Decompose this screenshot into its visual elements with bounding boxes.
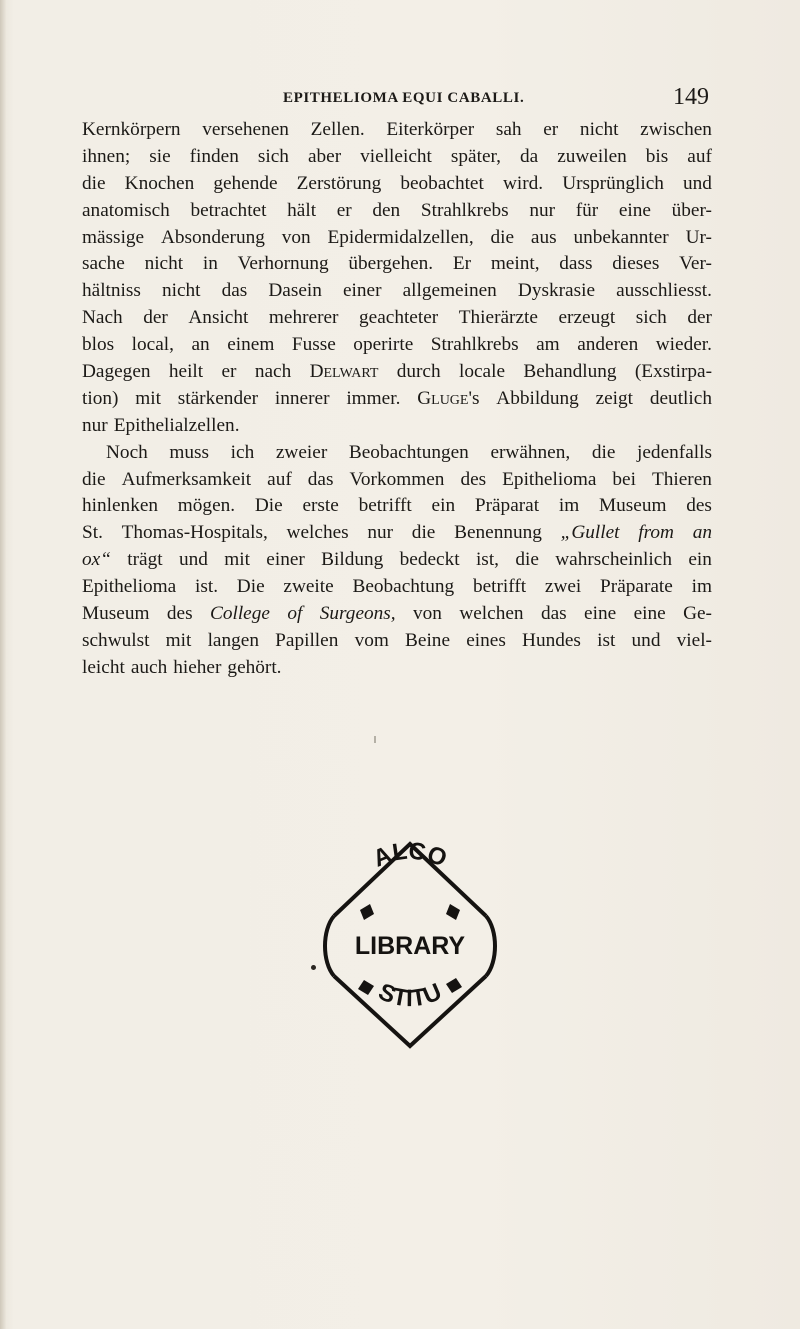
word: auf: [687, 145, 712, 167]
word: anatomisch: [82, 199, 170, 221]
word: das: [307, 468, 334, 490]
word: einer: [342, 280, 382, 302]
text-line: [82, 628, 712, 655]
word: die: [411, 522, 436, 544]
word: später,: [450, 145, 501, 167]
word: Präparat: [474, 495, 540, 517]
word: erzeugt: [558, 307, 616, 329]
word: die: [591, 441, 616, 463]
word: den: [372, 199, 401, 221]
word: tion): [82, 387, 119, 409]
word: Eiterkörper: [386, 119, 475, 140]
word: eine: [584, 603, 617, 625]
word: über-: [671, 199, 712, 221]
word: in: [202, 253, 218, 275]
word: der: [143, 307, 168, 329]
word: vom: [354, 629, 389, 651]
word: Thierärzte: [458, 307, 538, 329]
word: ein: [431, 495, 456, 517]
word: jedenfalls: [637, 441, 712, 463]
word: im: [691, 576, 712, 598]
word: Gluge's: [417, 387, 480, 409]
running-title: EPITHELIOMA EQUI CABALLI.: [283, 90, 525, 106]
word: langen: [207, 629, 259, 651]
word: mässige: [82, 226, 145, 248]
word: stärkender: [177, 387, 259, 409]
word: sie: [149, 145, 171, 167]
word: allgemeinen: [402, 280, 497, 302]
word: sich: [635, 307, 667, 329]
word: Er: [452, 253, 472, 275]
word: unbekannter: [573, 226, 669, 248]
word: finden: [189, 145, 239, 167]
word: hinlenken: [82, 495, 159, 517]
word: anderen: [577, 334, 639, 356]
word: der: [687, 307, 712, 329]
text-line: [82, 520, 712, 547]
word: von: [281, 226, 311, 248]
word: leicht: [82, 656, 125, 678]
word: mehrerer: [268, 307, 339, 329]
text-line: [82, 547, 712, 574]
word: Strahlkrebs: [430, 334, 519, 356]
word: Dyskrasie: [517, 280, 595, 302]
word: Die: [236, 576, 265, 598]
word: St.: [82, 522, 103, 544]
word: Ansicht: [188, 307, 249, 329]
word: welches: [286, 522, 349, 544]
word: zweier: [275, 441, 328, 463]
stamp-center-text: LIBRARY: [354, 932, 466, 960]
word: ist.: [195, 576, 219, 598]
word: das: [540, 603, 567, 625]
word: Strahlkrebs: [420, 199, 509, 221]
word: des: [686, 495, 712, 517]
word: Abbildung: [496, 387, 579, 409]
word: Beobachtungen: [348, 441, 469, 463]
word: Epithelioma: [502, 468, 597, 490]
word: zwei: [544, 576, 582, 598]
text-line: [82, 225, 712, 252]
word: schwulst: [82, 629, 150, 651]
word: einem: [227, 334, 275, 356]
word: Verhornung: [237, 253, 329, 275]
word: und: [178, 549, 208, 571]
word: Fusse: [291, 334, 336, 356]
word: Nach: [82, 307, 123, 329]
word: ist: [597, 629, 616, 651]
word: ich: [230, 441, 255, 463]
paragraph: [82, 117, 712, 440]
word: versehenen: [202, 119, 289, 140]
word: von: [413, 603, 442, 625]
word: im: [558, 495, 580, 517]
word: blos: [82, 334, 115, 356]
word: wieder.: [655, 334, 712, 356]
text-line: [82, 574, 712, 601]
text-line: [82, 144, 712, 171]
stamp-top-text: ALCO: [369, 837, 451, 873]
word: ihnen;: [82, 145, 131, 167]
word: aus: [530, 226, 557, 248]
word: trägt: [127, 549, 163, 571]
word: Papillen: [275, 629, 339, 651]
word: College: [209, 603, 270, 625]
word: sache: [82, 253, 125, 275]
page-binding-edge: [0, 0, 6, 1329]
word: nur: [367, 522, 394, 544]
word: Vorkommen: [349, 468, 445, 490]
word: an: [191, 334, 210, 356]
word: nicht: [579, 119, 619, 140]
page-number: 149: [673, 84, 709, 110]
word: die: [82, 172, 106, 194]
word: zuweilen: [557, 145, 627, 167]
word: Dasein: [268, 280, 322, 302]
word: Ur-: [685, 226, 712, 248]
body-text: [82, 117, 712, 682]
word: from: [638, 522, 674, 544]
word: immer.: [346, 387, 401, 409]
word: Benennung: [454, 522, 542, 544]
word: mit: [224, 549, 250, 571]
word: Die: [254, 495, 283, 517]
word: Behandlung: [523, 361, 617, 383]
word: heilt: [168, 361, 204, 383]
word: viel-: [676, 629, 712, 651]
word: nach: [254, 361, 292, 383]
word: mit: [135, 387, 161, 409]
word: die: [490, 226, 515, 248]
word: gehört.: [227, 656, 282, 678]
word: auf: [267, 468, 292, 490]
word: Beobachtung: [352, 576, 455, 598]
library-stamp: [304, 830, 516, 1052]
word: vielleicht: [360, 145, 432, 167]
word: „Gullet: [560, 522, 620, 544]
word: Museum: [598, 495, 667, 517]
word: aber: [307, 145, 342, 167]
word: er: [221, 361, 237, 383]
text-line: [82, 601, 712, 628]
text-line: [82, 413, 712, 440]
word: wahrscheinlich: [555, 549, 672, 571]
word: für: [575, 199, 599, 221]
word: Epithelioma: [82, 576, 177, 598]
word: hältniss: [82, 280, 141, 302]
word: erwähnen,: [490, 441, 571, 463]
word: beobachtet: [400, 172, 484, 194]
word: Aufmerksamkeit: [121, 468, 252, 490]
word: nicht: [161, 280, 201, 302]
word: nur: [529, 199, 556, 221]
word: nur: [82, 414, 108, 436]
word: betrifft: [472, 576, 527, 598]
word: zeigt: [595, 387, 634, 409]
word: mögen.: [177, 495, 236, 517]
stamp-bottom-text: STITU: [374, 978, 446, 1013]
word: auch: [130, 656, 168, 678]
word: Thomas-Hospitals,: [121, 522, 268, 544]
word: wird.: [502, 172, 544, 194]
word: Ge-: [683, 603, 712, 625]
word: Delwart: [309, 361, 379, 383]
word: dieses: [612, 253, 660, 275]
ink-speck: [374, 736, 376, 743]
text-line: [82, 493, 712, 520]
text-line: [82, 117, 712, 144]
word: übergehen.: [348, 253, 434, 275]
word: Noch: [106, 441, 148, 463]
word: dass: [559, 253, 593, 275]
word: erste: [302, 495, 339, 517]
word: ist,: [475, 549, 499, 571]
word: welchen: [459, 603, 524, 625]
word: zweite: [283, 576, 334, 598]
word: Hundes: [522, 629, 581, 651]
text-line: [82, 278, 712, 305]
word: mit: [165, 629, 192, 651]
word: geachteter: [359, 307, 439, 329]
word: Museum: [82, 603, 150, 625]
word: des: [166, 603, 193, 625]
word: Dagegen: [82, 361, 151, 383]
word: Surgeons,: [319, 603, 396, 625]
word: hieher: [173, 656, 222, 678]
word: das: [221, 280, 248, 302]
paragraph: [82, 440, 712, 682]
word: bei: [612, 468, 636, 490]
word: muss: [169, 441, 210, 463]
word: durch: [396, 361, 441, 383]
word: hält: [287, 199, 317, 221]
word: innerer: [274, 387, 330, 409]
word: deutlich: [649, 387, 712, 409]
text-line: [82, 198, 712, 225]
word: Ursprünglich: [562, 172, 664, 194]
word: am: [536, 334, 560, 356]
word: gehende: [213, 172, 278, 194]
word: Bildung: [321, 549, 384, 571]
word: betrifft: [358, 495, 412, 517]
word: meint,: [490, 253, 540, 275]
word: die: [82, 468, 106, 490]
word: an: [692, 522, 712, 544]
word: zwischen: [640, 119, 712, 140]
ink-dot: [311, 965, 316, 970]
word: er: [336, 199, 352, 221]
word: Epithelialzellen.: [113, 414, 240, 436]
word: bedeckt: [399, 549, 460, 571]
word: ox“: [82, 549, 111, 571]
word: die: [515, 549, 539, 571]
word: Zerstörung: [296, 172, 382, 194]
word: of: [287, 603, 303, 625]
word: eine: [618, 199, 651, 221]
word: er: [543, 119, 559, 140]
word: einer: [266, 549, 305, 571]
text-line: [82, 305, 712, 332]
word: und: [683, 172, 712, 194]
word: betrachtet: [190, 199, 267, 221]
word: eine: [633, 603, 666, 625]
word: locale: [458, 361, 506, 383]
text-line: [82, 440, 712, 467]
word: local,: [131, 334, 174, 356]
word: Epidermidalzellen,: [327, 226, 474, 248]
word: und: [631, 629, 661, 651]
word: des: [460, 468, 487, 490]
word: Präparate: [600, 576, 673, 598]
word: Beine: [405, 629, 451, 651]
word: Thieren: [651, 468, 712, 490]
text-line: [82, 332, 712, 359]
text-line: [82, 467, 712, 494]
text-line: [82, 386, 712, 413]
word: sich: [257, 145, 289, 167]
word: Absonderung: [160, 226, 265, 248]
running-head: [0, 86, 800, 110]
word: eines: [466, 629, 506, 651]
word: Kernkörpern: [82, 119, 181, 140]
text-line: [82, 655, 712, 682]
word: bis: [645, 145, 669, 167]
word: ausschliesst.: [616, 280, 712, 302]
word: operirte: [353, 334, 414, 356]
word: Knochen: [124, 172, 195, 194]
word: nicht: [144, 253, 184, 275]
word: da: [519, 145, 539, 167]
text-line: [82, 359, 712, 386]
word: sah: [495, 119, 522, 140]
word: Zellen.: [310, 119, 365, 140]
word: Ver-: [679, 253, 712, 275]
word: (Exstirpa-: [634, 361, 712, 383]
text-line: [82, 251, 712, 278]
word: ein: [688, 549, 712, 571]
text-line: [82, 171, 712, 198]
